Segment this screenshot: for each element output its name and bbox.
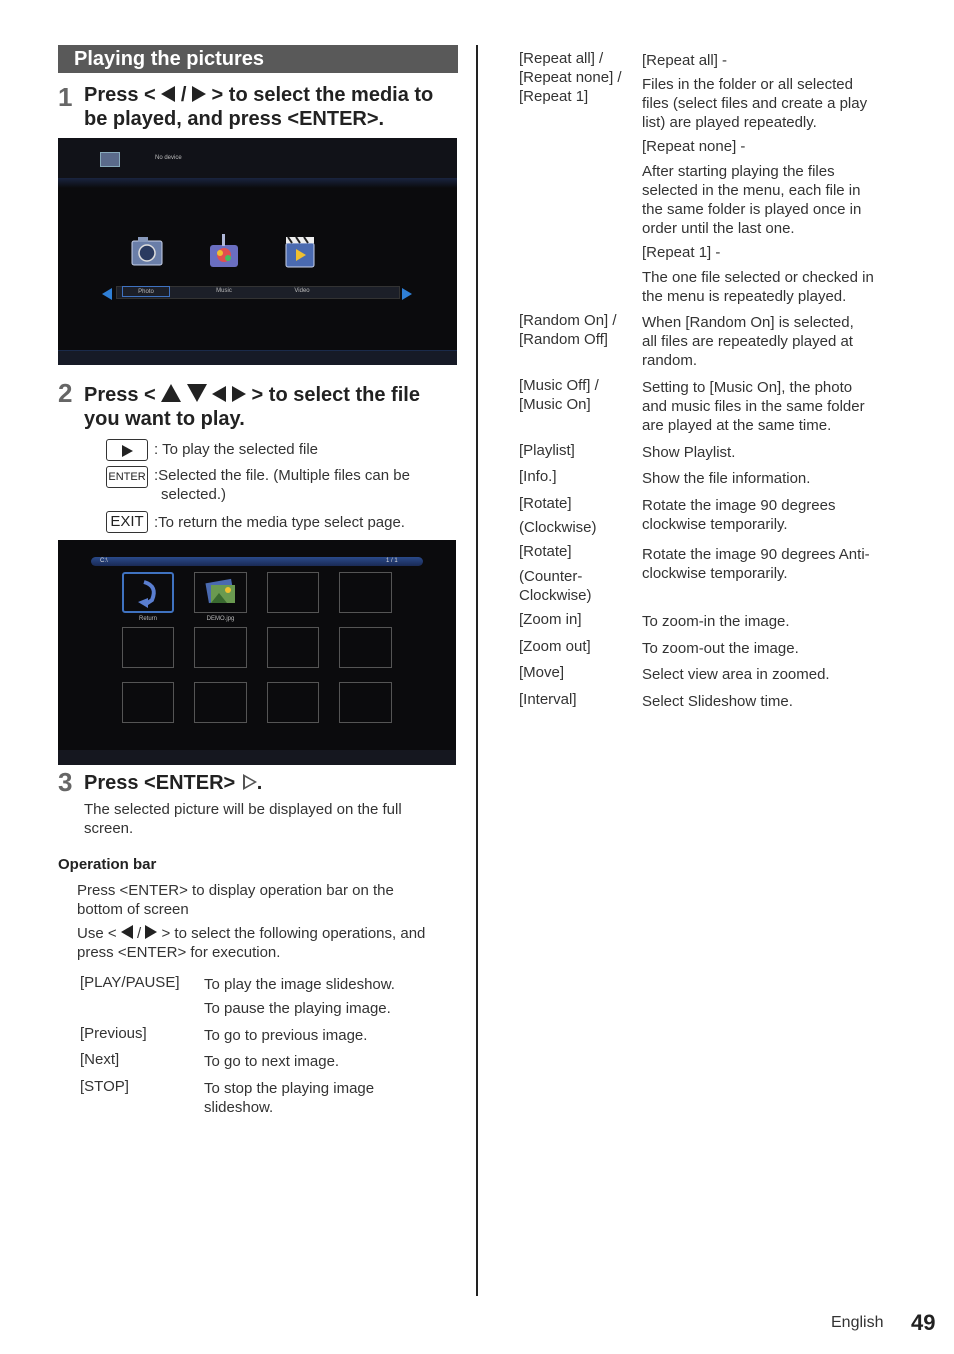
info-desc: Show the file information. bbox=[642, 470, 811, 487]
music-label: [Music On] bbox=[519, 396, 591, 413]
media-select-screenshot bbox=[58, 138, 457, 364]
step-2-line2: you want to play. bbox=[84, 408, 245, 430]
image-file-icon bbox=[195, 573, 246, 612]
return-label: Return bbox=[138, 616, 157, 622]
step-1-slash: / bbox=[180, 84, 187, 106]
music-desc: are played at the same time. bbox=[642, 417, 832, 434]
return-thumb[interactable] bbox=[122, 572, 174, 613]
operation-bar-heading: Operation bar bbox=[58, 856, 157, 873]
play-key-desc: : To play the selected file bbox=[154, 441, 318, 458]
return-arrow-icon bbox=[124, 574, 172, 611]
operation-bar-p2-2: press <ENTER> for execution. bbox=[77, 944, 281, 961]
op-row-desc: To stop the playing image bbox=[204, 1080, 375, 1097]
enter-key-desc-2: selected.) bbox=[161, 486, 227, 503]
repeat-label: [Repeat 1] bbox=[519, 88, 589, 105]
file-browser-screenshot bbox=[58, 540, 456, 765]
op-row-desc: To go to next image. bbox=[204, 1053, 340, 1070]
repeat-all-desc: list) are played repeatedly. bbox=[642, 114, 817, 131]
op-row-label: [Previous] bbox=[80, 1025, 147, 1042]
screen2-path: C:\ bbox=[100, 558, 108, 564]
repeat-all-desc: files (select files and create a play bbox=[642, 95, 868, 112]
step-2-text bbox=[84, 383, 464, 431]
music-desc: and music files in the same folder bbox=[642, 398, 865, 415]
op-row-desc: To pause the playing image. bbox=[204, 1000, 391, 1017]
tab-music[interactable]: Music bbox=[216, 288, 232, 294]
tab-video[interactable]: Video bbox=[294, 288, 310, 294]
random-label: [Random Off] bbox=[519, 331, 608, 348]
playlist-desc: Show Playlist. bbox=[642, 444, 736, 461]
play-outline-icon bbox=[243, 774, 257, 790]
step-2-rest: > to select the file bbox=[251, 384, 420, 406]
repeat-none-desc: After starting playing the files bbox=[642, 163, 835, 180]
empty-thumb bbox=[267, 682, 319, 723]
repeat-none-desc: order until the last one. bbox=[642, 220, 795, 237]
empty-thumb bbox=[267, 572, 319, 613]
demo-jpg-label: DEMO.jpg bbox=[206, 616, 235, 622]
enter-key: ENTER bbox=[106, 466, 148, 488]
demo-jpg-thumb[interactable] bbox=[194, 572, 247, 613]
move-label: [Move] bbox=[519, 664, 565, 681]
op-row-desc: To play the image slideshow. bbox=[204, 976, 395, 993]
operation-bar-rest: > to select the following operations, and bbox=[161, 925, 426, 942]
step-2-press: Press < bbox=[84, 384, 156, 406]
empty-thumb bbox=[339, 627, 392, 668]
repeat-all-title: [Repeat all] - bbox=[642, 52, 728, 69]
down-arrow-icon bbox=[187, 384, 207, 402]
op-row-label: [STOP] bbox=[80, 1078, 129, 1095]
rotate-ccw-label: Clockwise) bbox=[519, 587, 592, 604]
step-3-period: . bbox=[256, 772, 263, 794]
screen1-right-arrow-icon bbox=[402, 288, 412, 300]
step-1-number: 1 bbox=[58, 82, 73, 112]
repeat-label: [Repeat all] / bbox=[519, 50, 604, 67]
step-1-press: Press < bbox=[84, 84, 156, 106]
step-2-number: 2 bbox=[58, 378, 73, 408]
right-arrow-icon bbox=[145, 925, 157, 939]
empty-thumb bbox=[122, 682, 174, 723]
video-clapper-icon bbox=[282, 233, 322, 271]
empty-thumb bbox=[194, 627, 247, 668]
left-arrow-icon bbox=[121, 925, 133, 939]
screen2-path-bar bbox=[91, 557, 423, 566]
empty-thumb bbox=[339, 682, 392, 723]
repeat-none-desc: selected in the menu, each file in bbox=[642, 182, 861, 199]
repeat-none-title: [Repeat none] - bbox=[642, 138, 746, 155]
repeat-all-desc: Files in the folder or all selected bbox=[642, 76, 853, 93]
music-note-icon bbox=[204, 231, 244, 271]
column-divider bbox=[476, 45, 478, 1296]
step-3-desc-2: screen. bbox=[84, 820, 134, 837]
step-1-rest: > to select the media to bbox=[211, 84, 434, 106]
op-row-desc: To go to previous image. bbox=[204, 1027, 368, 1044]
random-label: [Random On] / bbox=[519, 312, 617, 329]
footer-language: English bbox=[831, 1314, 884, 1331]
operation-bar-slash: / bbox=[136, 925, 142, 942]
step-1-line2: be played, and press <ENTER>. bbox=[84, 108, 385, 130]
left-arrow-icon bbox=[212, 386, 226, 402]
playlist-label: [Playlist] bbox=[519, 442, 575, 459]
right-arrow-icon bbox=[192, 86, 206, 102]
page-number: 49 bbox=[911, 1310, 936, 1335]
interval-label: [Interval] bbox=[519, 691, 577, 708]
op-row-desc: slideshow. bbox=[204, 1099, 274, 1116]
music-label: [Music Off] / bbox=[519, 377, 599, 394]
random-desc: When [Random On] is selected, bbox=[642, 314, 854, 331]
left-arrow-icon bbox=[161, 86, 175, 102]
rotate-ccw-label: (Counter- bbox=[519, 568, 583, 585]
up-arrow-icon bbox=[161, 384, 181, 402]
music-desc: Setting to [Music On], the photo bbox=[642, 379, 853, 396]
zoom-in-desc: To zoom-in the image. bbox=[642, 613, 790, 630]
empty-thumb bbox=[339, 572, 392, 613]
rotate-cw-desc: Rotate the image 90 degrees bbox=[642, 497, 836, 514]
usb-device-icon bbox=[100, 152, 120, 167]
step-3-desc-1: The selected picture will be displayed on the full bbox=[84, 801, 402, 818]
zoom-in-label: [Zoom in] bbox=[519, 611, 582, 628]
step-3-text bbox=[84, 771, 262, 795]
repeat-label: [Repeat none] / bbox=[519, 69, 622, 86]
exit-key-desc: :To return the media type select page. bbox=[154, 514, 405, 531]
tab-photo[interactable]: Photo bbox=[122, 286, 170, 297]
screen1-status: No device bbox=[155, 155, 182, 161]
random-desc: random. bbox=[642, 352, 698, 369]
operation-bar-use: Use < bbox=[77, 925, 117, 942]
info-label: [Info.] bbox=[519, 468, 557, 485]
rotate-cw-label: [Rotate] bbox=[519, 495, 572, 512]
op-row-label: [Next] bbox=[80, 1051, 120, 1068]
screen1-left-arrow-icon bbox=[102, 288, 112, 300]
op-row-label: [PLAY/PAUSE] bbox=[80, 974, 180, 991]
random-desc: all files are repeatedly played at bbox=[642, 333, 853, 350]
rotate-ccw-desc: Rotate the image 90 degrees Anti- bbox=[642, 546, 870, 563]
interval-desc: Select Slideshow time. bbox=[642, 693, 793, 710]
empty-thumb bbox=[122, 627, 174, 668]
step-3-number: 3 bbox=[58, 767, 73, 797]
repeat-1-desc: The one file selected or checked in bbox=[642, 269, 874, 286]
rotate-cw-desc: clockwise temporarily. bbox=[642, 516, 788, 533]
zoom-out-desc: To zoom-out the image. bbox=[642, 640, 799, 657]
enter-key-desc-1: :Selected the file. (Multiple files can be bbox=[154, 467, 410, 484]
operation-bar-p2-1 bbox=[77, 924, 425, 943]
right-arrow-icon bbox=[232, 386, 246, 402]
play-key bbox=[106, 439, 148, 461]
operation-bar-p1-2: bottom of screen bbox=[77, 901, 189, 918]
zoom-out-label: [Zoom out] bbox=[519, 638, 591, 655]
play-icon bbox=[122, 445, 133, 457]
move-desc: Select view area in zoomed. bbox=[642, 666, 830, 683]
repeat-1-title: [Repeat 1] - bbox=[642, 244, 721, 261]
repeat-1-desc: the menu is repeatedly played. bbox=[642, 288, 847, 305]
empty-thumb bbox=[194, 682, 247, 723]
step-3-title: Press <ENTER> bbox=[84, 772, 236, 794]
rotate-ccw-desc: clockwise temporarily. bbox=[642, 565, 788, 582]
empty-thumb bbox=[267, 627, 319, 668]
rotate-ccw-label: [Rotate] bbox=[519, 543, 572, 560]
section-title: Playing the pictures bbox=[58, 45, 458, 73]
exit-key: EXIT bbox=[106, 511, 148, 533]
rotate-cw-label: (Clockwise) bbox=[519, 519, 597, 536]
repeat-none-desc: the same folder is played once in bbox=[642, 201, 862, 218]
screen2-page: 1 / 1 bbox=[386, 558, 398, 564]
step-1-text bbox=[84, 83, 464, 131]
operation-bar-p1-1: Press <ENTER> to display operation bar on the bbox=[77, 882, 394, 899]
photo-camera-icon bbox=[128, 233, 168, 269]
